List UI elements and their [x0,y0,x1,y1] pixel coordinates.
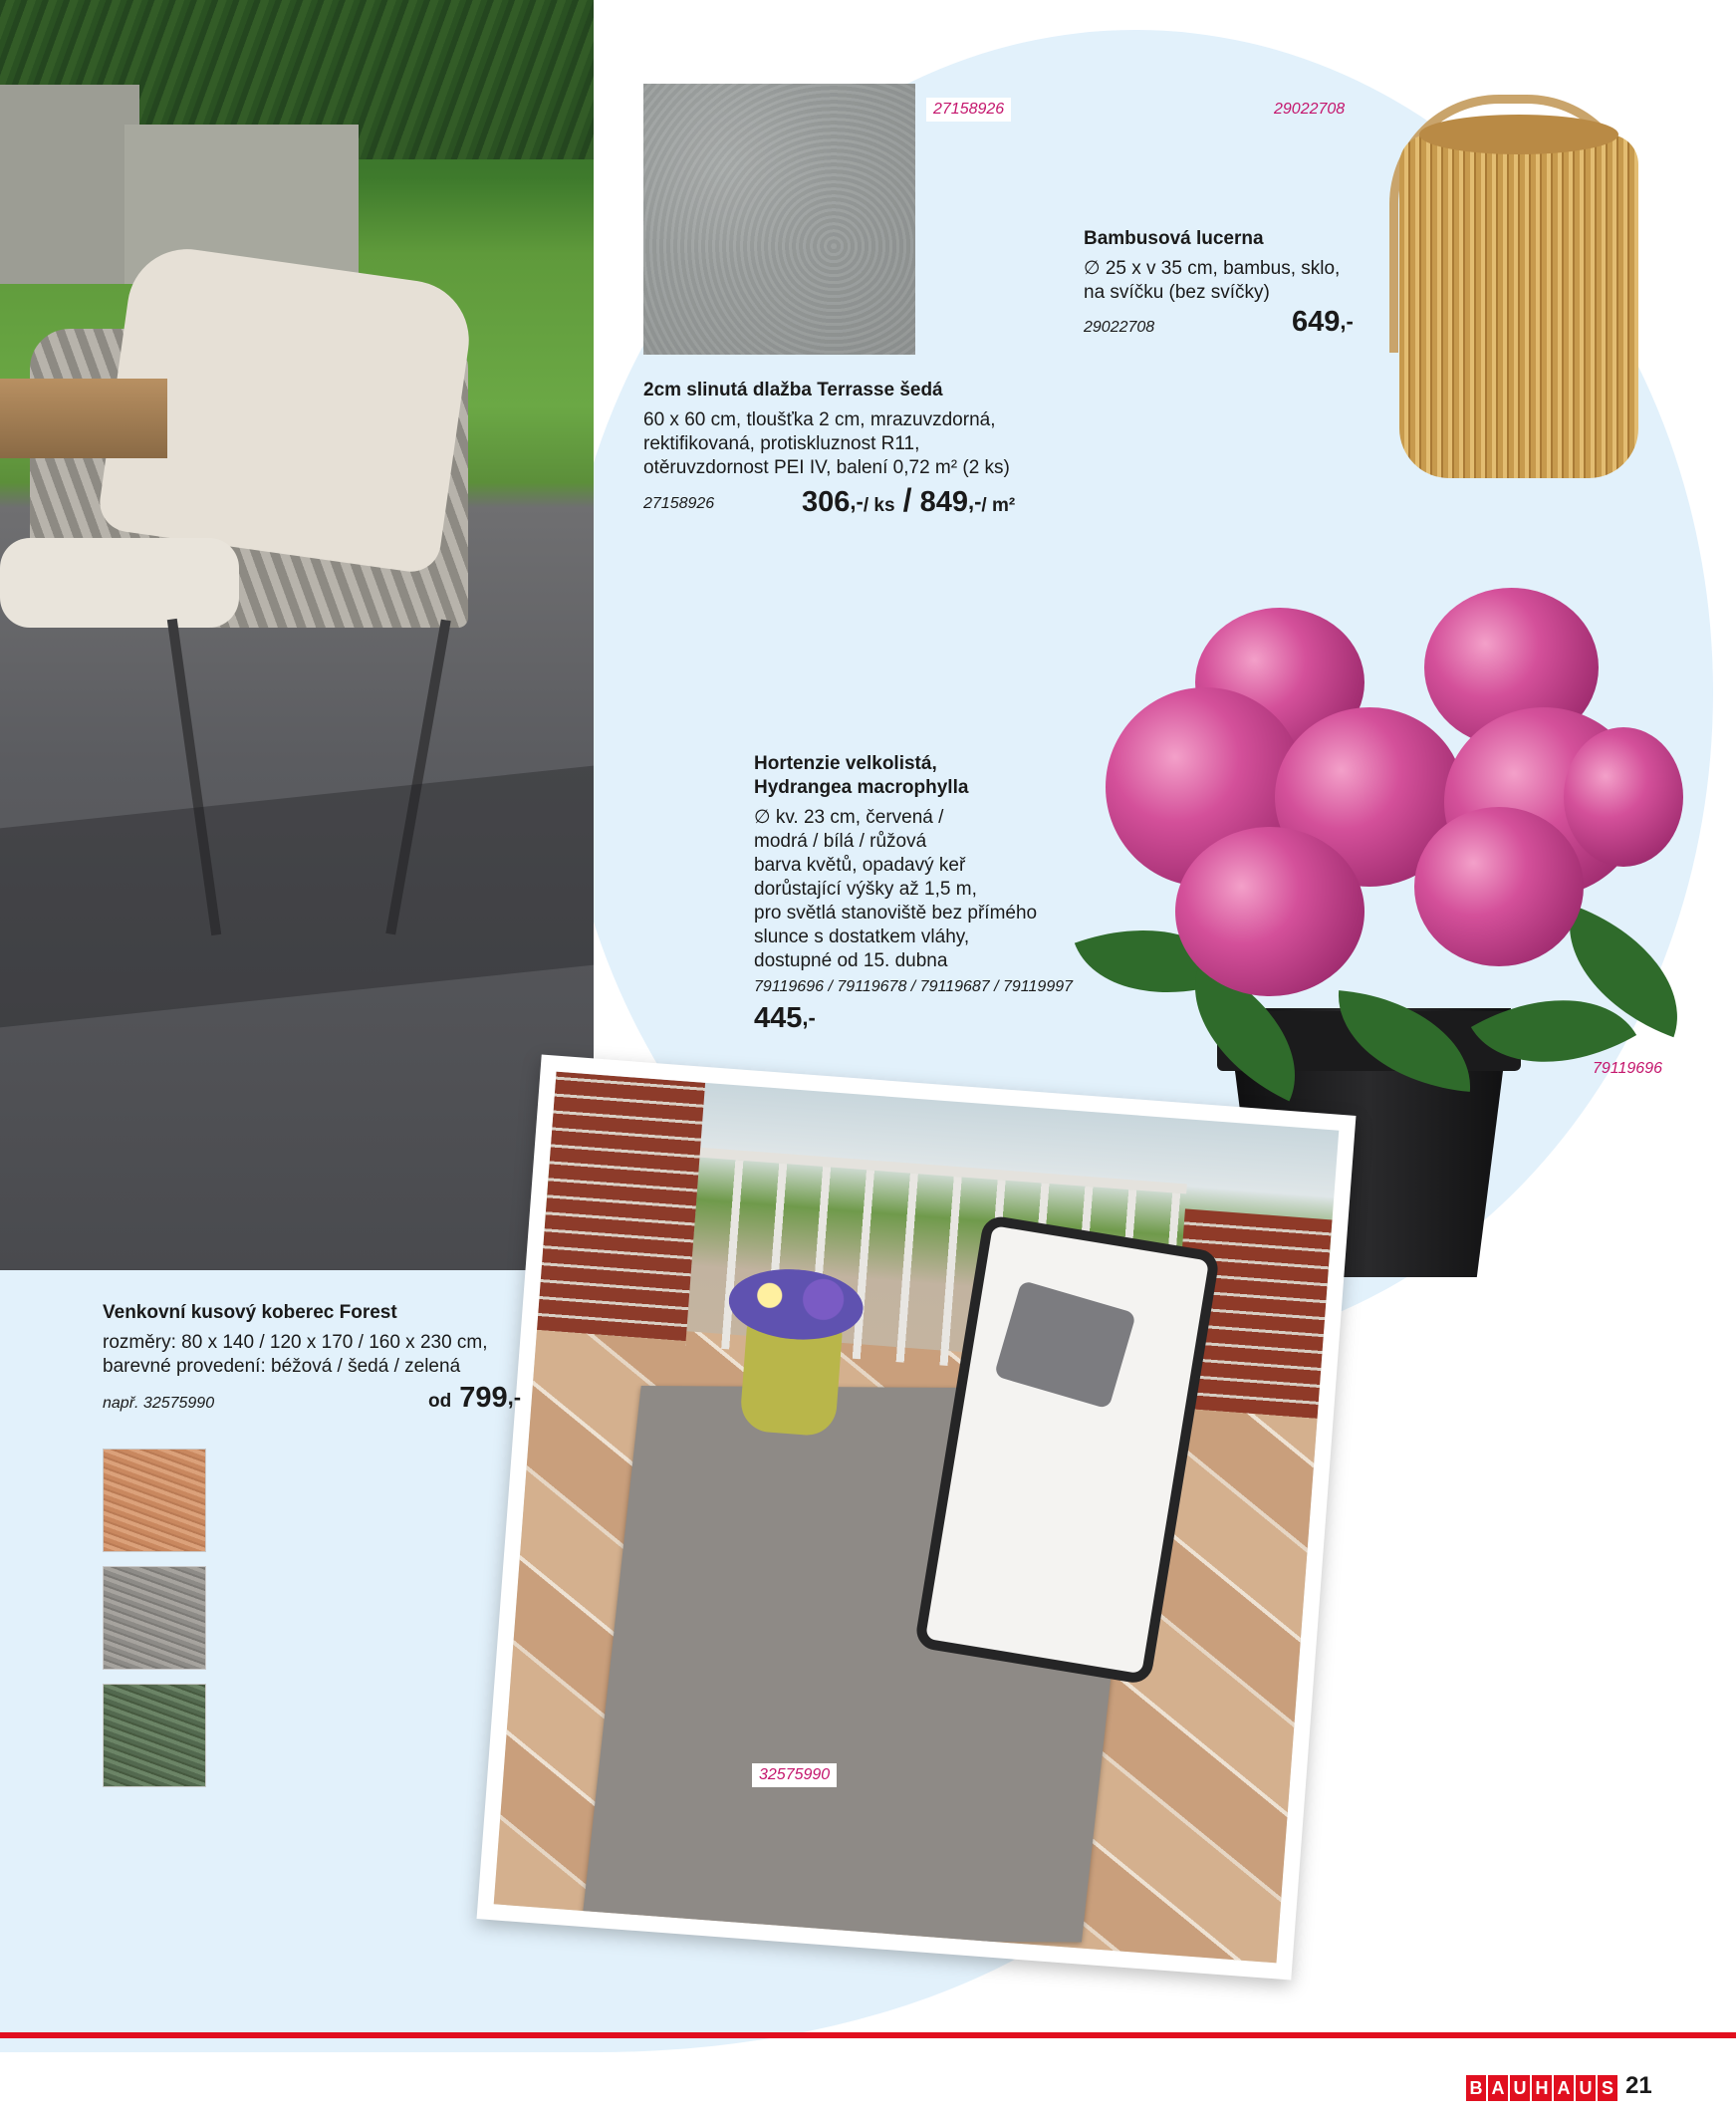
tile-info [643,379,1082,480]
hydrangea-price [754,1002,816,1035]
price-dash: ,- [850,489,864,514]
rug-desc-line: barevné provedení: béžová / šedá / zelená [103,1356,461,1377]
concrete-wall [0,85,139,284]
price-dash: ,- [802,1005,816,1030]
swatch-beige[interactable] [103,1449,206,1552]
tile-desc-line: otěruvzdornost PEI IV, balení 0,72 m² (2 ks) [643,457,1010,478]
hydrangea-desc-line: dorůstající výšky až 1,5 m, [754,879,977,900]
lantern-body [1399,134,1638,478]
rug-code: např. 32575990 [103,1395,215,1412]
hydrangea-title: Hortenzie velkolistá, [754,753,937,774]
price-dash: ,- [1340,309,1354,334]
lantern-price [1292,306,1354,339]
hydrangea-title: Hydrangea macrophylla [754,777,969,798]
lantern-title: Bambusová lucerna [1084,228,1264,249]
chair-seat [0,538,239,628]
rug-price-prefix: od [428,1391,452,1412]
tile-desc-line: rektifikovaná, protiskluznost R11, [643,433,920,454]
hydrangea-desc-line: ∅ kv. 23 cm, červená / [754,807,944,828]
rug-price [428,1382,521,1415]
lantern-desc-line: ∅ 25 x v 35 cm, bambus, sklo, [1084,258,1341,279]
hydrangea-code-label: 79119696 [1593,1060,1662,1077]
logo-letter: H [1532,2075,1552,2101]
shadow [0,766,594,1028]
bloom [1564,727,1683,867]
tile-photo [643,84,915,355]
lantern-code: 29022708 [1084,319,1155,336]
tile-title: 2cm slinutá dlažba Terrasse šedá [643,380,943,400]
lantern-desc-line: na svíčku (bez svíčky) [1084,282,1270,303]
tile-price-m2: 849 [919,486,968,518]
hydrangea-desc-line: barva květů, opadavý keř [754,855,966,876]
logo-letter: U [1576,2075,1596,2101]
lantern-top [1419,115,1618,154]
tile-unit-ks: / ks [863,495,895,516]
price-dash: ,- [967,489,982,514]
hydrangea-desc-line: slunce s dostatkem vláhy, [754,926,970,947]
swatch-green[interactable] [103,1684,206,1787]
hydrangea-info [754,752,1113,973]
page-number: 21 [1625,2072,1652,2099]
price-dash: ,- [507,1385,522,1410]
tile-price-ks: 306 [802,486,851,518]
logo-letter: A [1488,2075,1508,2101]
rug-photo-frame [477,1054,1357,1980]
rug-code-label: 32575990 [752,1763,837,1787]
tile-price [802,482,1015,519]
tile-separator: / [902,482,912,518]
hydrangea-price-value: 445 [754,1002,803,1034]
bloom [1175,827,1364,996]
brick-pillar [537,1072,705,1342]
rug-photo [494,1072,1340,1964]
tile-unit-m2: / m² [981,495,1016,516]
lantern-price-value: 649 [1292,306,1341,338]
tile-code: 27158926 [643,495,715,512]
swatch-grey[interactable] [103,1566,206,1670]
hydrangea-desc-line: dostupné od 15. dubna [754,950,948,971]
footer-red-line [0,2032,1736,2038]
logo-letter: A [1554,2075,1574,2101]
tile-desc-line: 60 x 60 cm, tloušťka 2 cm, mrazuvzdorná, [643,409,996,430]
rug-title: Venkovní kusový koberec Forest [103,1302,397,1323]
wooden-table [0,379,167,458]
patio-photo [0,0,594,1270]
tile-code-label: 27158926 [926,98,1011,122]
logo-letter: B [1466,2075,1486,2101]
lantern-photo [1389,95,1650,483]
lantern-code-label: 29022708 [1274,101,1346,118]
hydrangea-photo [1086,588,1703,1066]
lantern-info [1084,227,1382,305]
hydrangea-desc-line: modrá / bílá / růžová [754,831,927,852]
bloom [1414,807,1584,966]
bauhaus-logo [1466,2075,1619,2101]
rug-desc-line: rozměry: 80 x 140 / 120 x 170 / 160 x 230 cm, [103,1332,488,1353]
logo-letter: S [1598,2075,1617,2101]
hydrangea-desc-line: pro světlá stanoviště bez přímého [754,903,1038,924]
rug-info [103,1301,561,1379]
rug-price-value: 799 [459,1382,508,1414]
hydrangea-codes: 79119696 / 79119678 / 79119687 / 79119997 [754,978,1074,995]
logo-letter: U [1510,2075,1530,2101]
